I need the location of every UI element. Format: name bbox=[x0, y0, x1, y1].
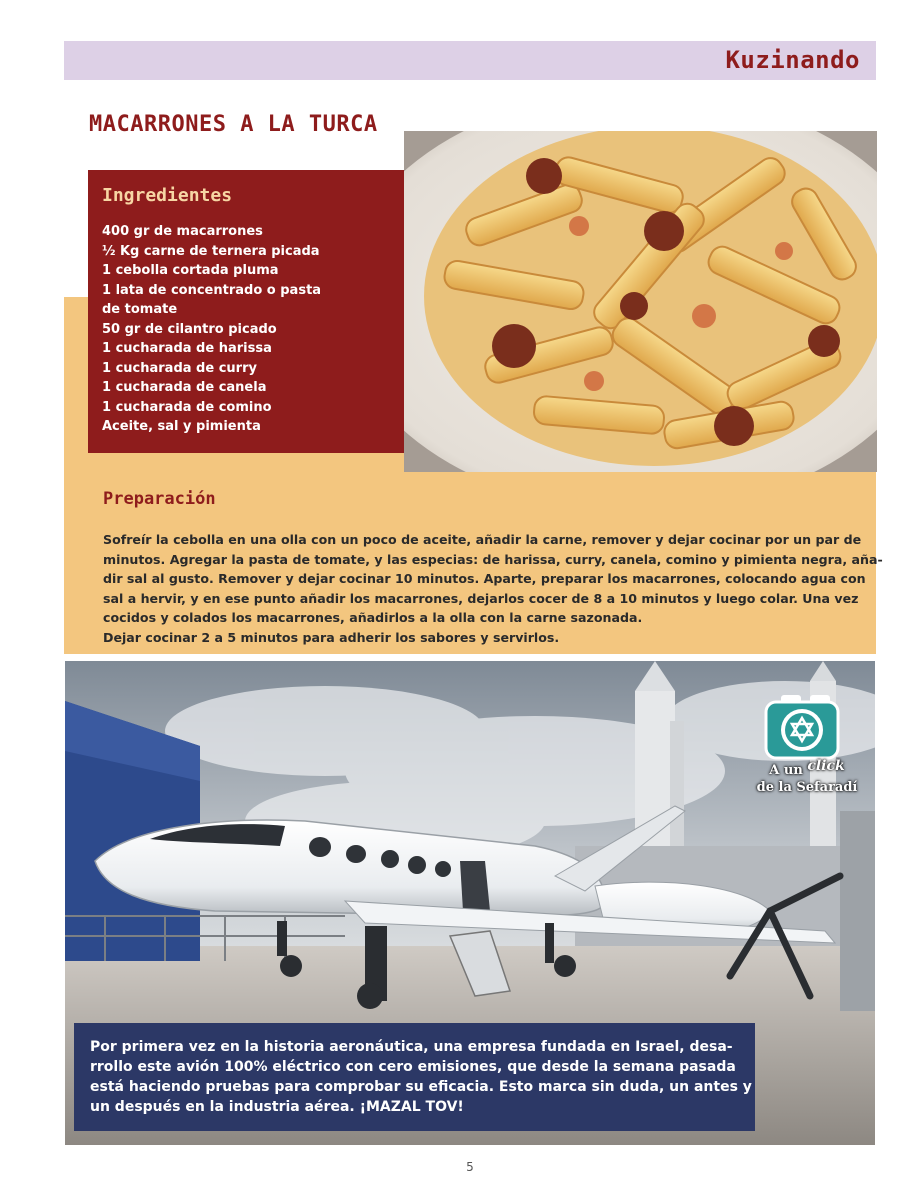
preparation-line: sal a hervir, y en ese punto añadir los macarrones, dejarlos cocer de 8 a 10 minutos y luego colar. Una vez bbox=[103, 590, 859, 606]
preparation-line: Dejar cocinar 2 a 5 minutos para adherir los sabores y servirlos. bbox=[103, 629, 560, 645]
preparation-line: Sofreír la cebolla en una olla con un poco de aceite, añadir la carne, remover y dejar cocinar por un par de bbox=[103, 532, 862, 547]
caption-line: Por primera vez en la historia aeronáutica, una empresa fundada en Israel, desa- bbox=[90, 1039, 733, 1055]
pasta-dish-photo bbox=[404, 131, 877, 472]
ingredients-box bbox=[88, 170, 404, 453]
ingredient-item: 1 cucharada de harissa bbox=[102, 341, 272, 356]
preparation-line: minutos. Agregar la pasta de tomate, y las especias: de harissa, curry, canela, comino y pimienta negra, aña- bbox=[103, 551, 883, 567]
preparation-line: dir sal al gusto. Remover y dejar cocinar 10 minutos. Aparte, preparar los macarrones, colocando agua con bbox=[103, 571, 866, 587]
ingredient-item: Aceite, sal y pimienta bbox=[102, 419, 261, 434]
ingredients-list bbox=[102, 222, 342, 437]
section-name: Kuzinando bbox=[725, 46, 860, 74]
ingredient-item: 1 cucharada de curry bbox=[102, 360, 257, 376]
ingredient-item: 1 cucharada de comino bbox=[102, 399, 272, 415]
badge-prefix: A un bbox=[769, 763, 803, 778]
preparation-line: cocidos y colados los macarrones, añadirlos a la olla con la carne sazonada. bbox=[103, 610, 643, 626]
camera-badge bbox=[752, 692, 862, 802]
ingredient-item: 1 cucharada de canela bbox=[102, 380, 267, 395]
camera-star-icon bbox=[752, 692, 862, 762]
photo-caption bbox=[90, 1037, 752, 1117]
ingredient-item: 400 gr de macarrones bbox=[102, 224, 263, 239]
badge-title bbox=[752, 758, 862, 778]
preparation-text bbox=[103, 530, 883, 648]
ingredient-item: 1 cebolla cortada pluma bbox=[102, 263, 279, 278]
ingredient-item: 1 lata de concentrado o pasta de tomate bbox=[102, 282, 322, 317]
recipe-title: MACARRONES A LA TURCA bbox=[89, 112, 378, 137]
ingredient-item: 50 gr de cilantro picado bbox=[102, 321, 277, 337]
badge-subtitle: de la Sefaradí bbox=[756, 780, 858, 795]
preparation-heading: Preparación bbox=[103, 489, 216, 509]
caption-line: un después en la industria aérea. ¡MAZAL TOV! bbox=[90, 1099, 464, 1115]
caption-line: rrollo este avión 100% eléctrico con cero emisiones, que desde la semana pasada bbox=[90, 1059, 736, 1075]
photo-caption-box bbox=[74, 1023, 755, 1131]
page-number: 5 bbox=[466, 1160, 474, 1174]
ingredient-item: ½ Kg carne de ternera picada bbox=[102, 243, 320, 259]
section-header-band bbox=[64, 41, 876, 80]
badge-click: click bbox=[807, 758, 845, 774]
caption-line: está haciendo pruebas para comprobar su eficacia. Esto marca sin duda, un antes y bbox=[90, 1079, 752, 1095]
ingredients-heading: Ingredientes bbox=[102, 185, 233, 206]
